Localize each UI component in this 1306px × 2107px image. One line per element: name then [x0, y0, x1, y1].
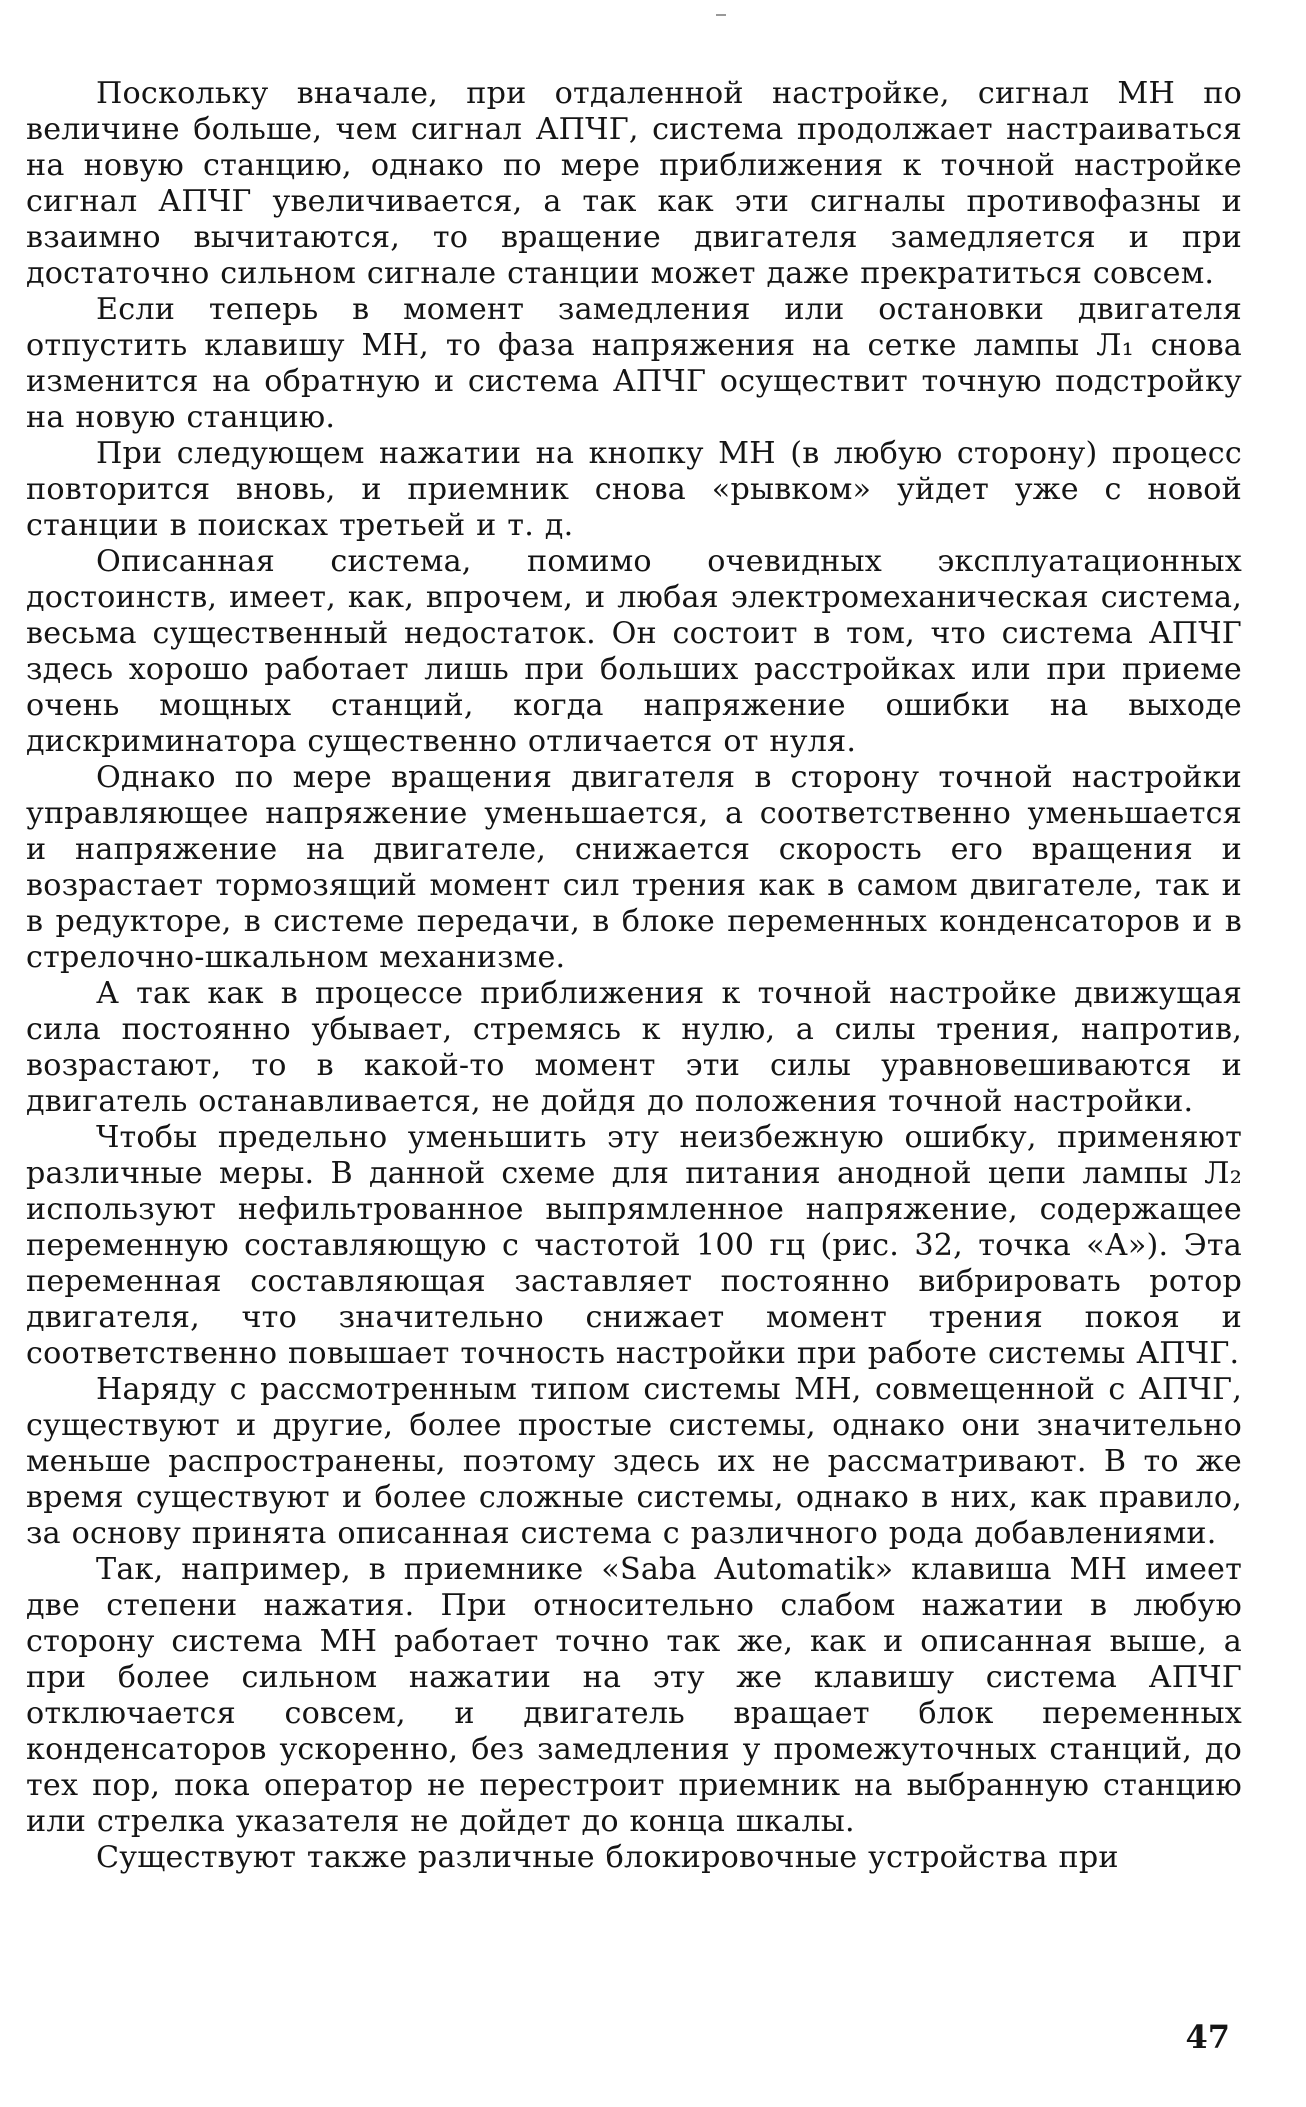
paragraph-10: Существуют также различные блокировочные устройства при: [96, 1840, 1119, 1875]
paragraph-6: А так как в процессе приближения к точной настройке движущая сила постоянно убывает, стремясь к нулю, а силы трения, напротив, возрастают, то в какой-то момент эти силы уравновешиваются и двигатель останавливается, не дойдя до положения точной настройки.: [26, 976, 1242, 1119]
paragraph-2: Если теперь в момент замедления или остановки двигателя отпустить клавишу МН, то фаза напряжения на сетке лампы Л₁ снова изменится на обратную и система АПЧГ осуществит точную подстройку на новую станцию.: [26, 292, 1242, 435]
paragraph-7: Чтобы предельно уменьшить эту неизбежную ошибку, применяют различные меры. В данной схеме для питания анодной цепи лампы Л₂ используют нефильтрованное выпрямленное напряжение, содержащее переменную составляющую с частотой 100 гц (рис. 32, точка «А»). Эта переменная составляющая заставляет постоянно вибрировать ротор двигателя, что значительно снижает момент трения покоя и соответственно повышает точность настройки при работе системы АПЧГ.: [26, 1120, 1242, 1371]
paragraph-9: Так, например, в приемнике «Saba Automatik» клавиша МН имеет две степени нажатия. При относительно слабом нажатии в любую сторону система МН работает точно так же, как и описанная выше, а при более сильном нажатии на эту же клавишу система АПЧГ отключается совсем, и двигатель вращает блок переменных конденсаторов ускоренно, без замедления у промежуточных станций, до тех пор, пока оператор не перестроит приемник на выбранную станцию или стрелка указателя не дойдет до конца шкалы.: [26, 1552, 1242, 1839]
scan-speck: [716, 14, 726, 16]
paragraph-5: Однако по мере вращения двигателя в сторону точной настройки управляющее напряжение уменьшается, а соответственно уменьшается и напряжение на двигателе, снижается скорость его вращения и возрастает тормозящий момент сил трения как в самом двигателе, так и в редукторе, в системе передачи, в блоке переменных конденсаторов и в стрелочно-шкальном механизме.: [26, 760, 1242, 975]
paragraph-3: При следующем нажатии на кнопку МН (в любую сторону) процесс повторится вновь, и приемник снова «рывком» уйдет уже с новой станции в поисках третьей и т. д.: [26, 436, 1242, 543]
page-number: 47: [1185, 2018, 1230, 2056]
paragraph-1: Поскольку вначале, при отдаленной настройке, сигнал МН по величине больше, чем сигнал АПЧГ, система продолжает настраиваться на новую станцию, однако по мере приближения к точной настройке сигнал АПЧГ увеличивается, а так как эти сигналы противофазны и взаимно вычитаются, то вращение двигателя замедляется и при достаточно сильном сигнале станции может даже прекратиться совсем.: [26, 76, 1242, 291]
paragraph-8: Наряду с рассмотренным типом системы МН, совмещенной с АПЧГ, существуют и другие, более простые системы, однако они значительно меньше распространены, поэтому здесь их не рассматривают. В то же время существуют и более сложные системы, однако в них, как правило, за основу принята описанная система с различного рода добавлениями.: [26, 1372, 1242, 1551]
paragraph-4: Описанная система, помимо очевидных эксплуатационных достоинств, имеет, как, впрочем, и любая электромеханическая система, весьма существенный недостаток. Он состоит в том, что система АПЧГ здесь хорошо работает лишь при больших расстройках или при приеме очень мощных станций, когда напряжение ошибки на выходе дискриминатора существенно отличается от нуля.: [26, 544, 1242, 759]
page-body: [26, 76, 1242, 1876]
